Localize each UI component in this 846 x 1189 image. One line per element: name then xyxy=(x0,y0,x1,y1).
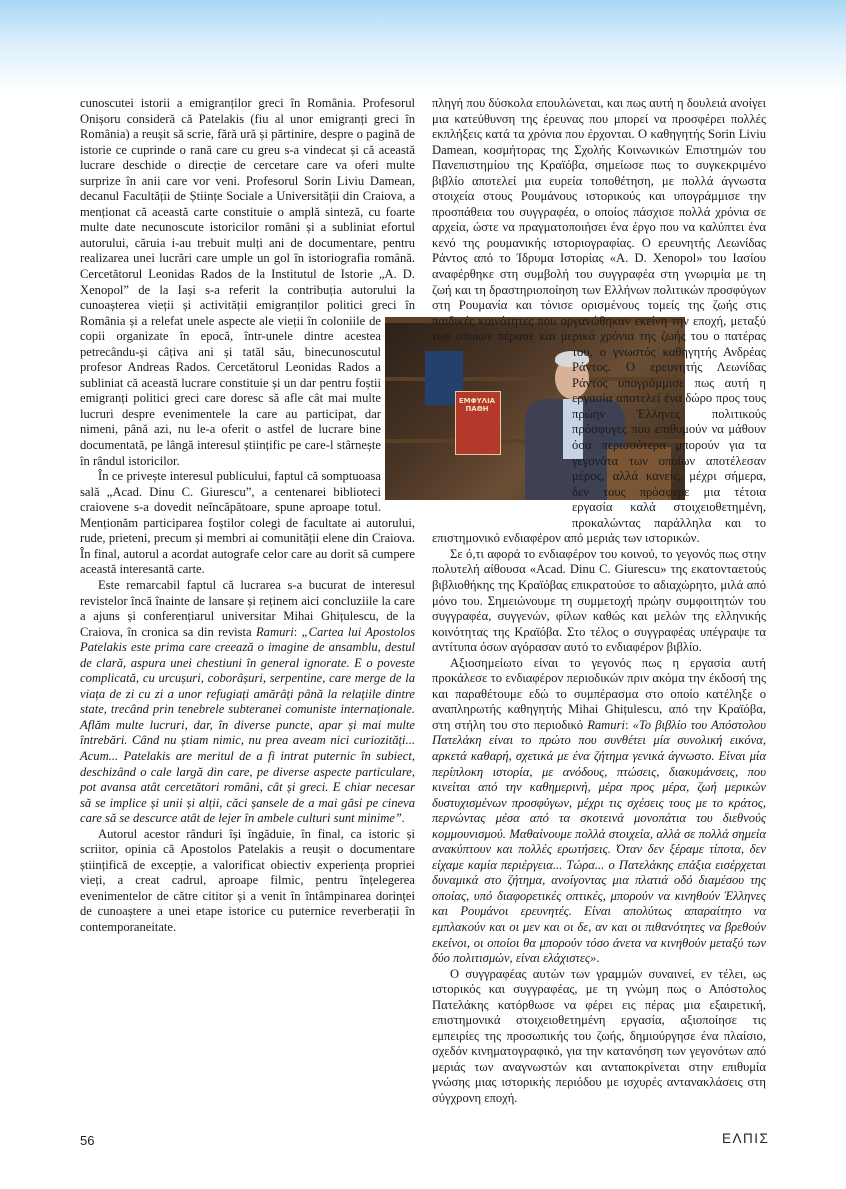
paragraph: πληγή που δύσκολα επουλώνεται, και πως αυτή η δουλειά ανοίγει μια κατεύθυνση της έρευνας που μπορεί να προσφέρει πολλές εκπλήξεις κατά τα χρόνια που έρχονται. Ο καθηγητής Sorin Liviu Damean, κοσμήτορας της Σχολής Κοινωνικών Επιστημών του Πανεπιστημίου της Κραϊόβα, σημείωσε πως το συγκεκριμένο βιβλίο αποτελεί μια ευρεία τοποθέτηση, με πολλά άγνωστα στοιχεία στους Ρουμάνους ιστορικούς και υπογράμμισε την προσπάθεια του συγγραφέα, ο οποίος πάσχισε πολλά χρόνια σε αρχεία, ώστε να πραγματοποιήσει ένα έργο που να καλύπτει ένα κενό της ρουμανικής ιστοριογραφίας. Ο ερευνητής Λεωνίδας Ράντος από το Ίδρυμα Ιστορίας «A. D. Xenopol» του Ιασίου αναφέρθηκε στη συμβολή του συγγραφέα στη γνωριμία με τη ζωή και τη δραστηριοποίηση των Ελλήνων πολιτικών προσφύγων στη Ρουμανία και τόνισε ορισμένους τομείς της ζωής στις παιδικές κοινότητες που οργανώθηκαν εκείνη την εποχή, μεταξύ των οποίων πέρασε και μερικά χρόνια της ζωής του ο πατέρας του, ο γνωστός καθηγητής Ανδρέας Ράντος. Ο ερευνητής Λεωνίδας Ράντος υπογράμμισε πως αυτή η εργασία αποτελεί ένα δώρο προς τους πρώην Έλληνες πολιτικούς πρόσφυγες που επιθυμούν να μάθουν όσα περισσότερα μπορούν για τα γεγονότα των οποίων αποτέλεσαν μέρος, αλλά κανείς, μέχρι σήμερα, δεν τους πρόσφερε μια τέτοια εργασία καλά στοιχειοθετημένη, προκαλώντας παράλληλα και το επιστημονικό ενδιαφέρον από μεριάς των ιστορικών. xyxy=(432,96,766,546)
paragraph: Ο συγγραφέας αυτών των γραμμών συναινεί, εν τέλει, ως ιστορικός και συγγραφέας, με τη γνώμη πως ο Απόστολος Πατελάκης κατόρθωσε να φέρει εις πέρας μια εξαιρετική, επιστημονικά στοιχειοθετημένη εργασία, αξιοποίησε τις εμπειρίες της προσωπικής του ζωής, δημιούργησε ένα πλαίσιο, σχεδόν κινηματογραφικό, για την κατανόηση των γεγονότων από μεριάς των αναγνωστών και ανταποκρίνεται στην επιθυμία γνώσης μιας ιστορικής περιόδου με ισχυρές αντανακλάσεις στη σύγχρονη εποχή. xyxy=(432,966,766,1105)
left-column-romanian xyxy=(80,96,496,936)
paragraph-text: a relefat unele aspecte ale vieții în coloniile de copii organizate în epocă, într-unele dintre acestea petrecându-și câțiva ani și tatăl său, binecunoscutul profesor Andreas Rados. Cercetătorul Leonidas Rados a subliniat că această lucrare constituie și un dar pentru foștii emigranți politici greci care doresc să afle cât mai multe lucruri despre evenimentele la care au participat, dar nimeni, până azi, nu le-a oferit o astfel de lucrare bine documentată, pe lângă interesul științific pe care-l stârnește în rândul istoricilor. xyxy=(80,313,381,468)
quotation: «Το βιβλίο του Απόστολου Πατελάκη είναι το πρώτο που συνθέτει μία συνολική εικόνα, αρκετά καθαρή, σχετικά με ένα ζήτημα γενικά άγνωστο. Είναι μία περίπλοκη ιστορία, με ανόδους, πτώσεις, διακυμάνσεις, που κινείται από την καθημερινή, μέρα προς μέρα, ζωή μερικών δυστυχισμένων προσφύγων, μέχρι τις σχέσεις τους με το κράτος, περνώντας μέσα από τα σκοτεινά μονοπάτια του διεθνούς κομμουνισμού. Μαθαίνουμε πολλά στοιχεία, αλλά σε πολλά σημεία ανακύπτουν και πολλές ερωτήσεις. Όταν δεν ξέραμε τίποτα, δεν είχαμε καμία περιέργεια... Τώρα... ο Πατελάκης επάξια εισέρχεται δυναμικά στο ζήτημα, ανοίγοντας μια πλατιά οδό διαμέσου της οποίας, υπό διαφορετικές οπτικές, μπορούν να κινηθούν Έλληνες και Ρουμάνοι ερευνητές. Είναι απολύτως απαραίτητο να εμπλακούν και οι μεν και οι δε, αν και οι πιθανότητες να βρεθούν εκείνοι, οι οποίοι θα μπορούν τόσο άνετα να κινηθούν μεταξύ των δύο πολιτισμών, είναι ελάχιστες» xyxy=(432,717,766,966)
paragraph: În ce privește interesul publicului, faptul că somptuoasa sală „Acad. Dinu C. Giurescu”, a centenarei biblioteci craiovene s-a dovedit neîncăpătoare, spune aproape totul. Menționăm participarea foștilor colegi de facultate ai autorului, rude, prieteni, precum și membri ai comunității elene din Craiova. În final, autorul a acordat autografe celor care au dorit să cumpere această interesantă carte. xyxy=(80,469,415,577)
paragraph: Αξιοσημείωτο είναι το γεγονός πως η εργασία αυτή προκάλεσε το ενδιαφέρον περιοδικών πριν ακόμα την έκδοσή της και παραθέτουμε εδώ το συμπέρασμα στο οποίο κατέληξε ο αναπληρωτής καθηγητής Mihai Ghițulescu, από την Κραϊόβα, στη στήλη του στο περιοδικό Ramuri: «Το βιβλίο του Απόστολου Πατελάκη είναι το πρώτο που συνθέτει μία συνολική εικόνα, αρκετά καθαρή, σχετικά με ένα ζήτημα γενικά άγνωστο. Είναι μία περίπλοκη ιστορία, με ανόδους, πτώσεις, διακυμάνσεις, που κινείται από την καθημερινή, μέρα προς μέρα, ζωή μερικών δυστυχισμένων προσφύγων, μέχρι τις σχέσεις τους με το κράτος, περνώντας μέσα από τα σκοτεινά μονοπάτια του διεθνούς κομμουνισμού. Μαθαίνουμε πολλά στοιχεία, αλλά σε πολλά σημεία ανακύπτουν και πολλές ερωτήσεις. Όταν δεν ξέραμε τίποτα, δεν είχαμε καμία περιέργεια... Τώρα... ο Πατελάκης επάξια εισέρχεται δυναμικά στο ζήτημα, ανοίγοντας μια πλατιά οδό διαμέσου της οποίας, υπό διαφορετικές οπτικές, μπορούν να κινηθούν Έλληνες και Ρουμάνοι ερευνητές. Είναι απολύτως απαραίτητο να εμπλακούν και οι μεν και οι δε, αν και οι πιθανότητες να βρεθούν εκείνοι, οι οποίοι θα μπορούν τόσο άνετα να κινηθούν μεταξύ των δύο πολιτισμών, είναι ελάχιστες». xyxy=(432,655,766,966)
magazine-name: ΕΛΠΙΣ xyxy=(722,1131,770,1146)
paragraph: Σε ό,τι αφορά το ενδιαφέρον του κοινού, το γεγονός πως στην πολυτελή αίθουσα «Acad. Dinu C. Giurescu» της εκατονταετούς βιβλιοθήκης της Κραϊόβας επικρατούσε το αδιαχώρητο, μιλά από μόνο του. Σημειώνουμε τη συμμετοχή πρώην συμφοιτητών του συγγραφέα, συγγενών, φίλων καθώς και μελών της ελληνικής κοινότητας της Κραϊόβα. Στο τέλος ο συγγραφέας υπέγραψε τα αντίτυπα όσων αγόρασαν αυτό το ενδιαφέρον βιβλίο. xyxy=(432,546,766,655)
quotation: „Cartea lui Apostolos Patelakis este prima care creează o imagine de ansamblu, destul de clară, aspura unei chestiuni în general ignorate. E o poveste complicată, cu urcușuri, coborâșuri, serpentine, care merge de la viața de zi cu zi a unor refugiați amărâți până la relațiile dintre state, trecând prin tenebrele subteranei comuniste internaționale. Aflăm multe lucruri, dar, în diverse puncte, apar și mai multe întrebări. Când nu știam nimic, nu prea aveam nici curiozități... Acum... Patelakis are meritul de a fi intrat puternic în subiect, deschizând o cale largă din care, pe diverse aspecte particulare, pot avansa atât cercetători români, cât și greci. E chiar necesar să se implice și unii și alții, căci șansele de a mai găsi pe cineva care să se descurce atât de lejer în ambele culturi sunt minime”. xyxy=(80,624,415,826)
journal-name: Ramuri xyxy=(587,717,625,732)
book-title: ΕΜΦΥΛΙΑ ΠΑΘΗ xyxy=(458,396,496,413)
paragraph: Autorul acestor rânduri își îngăduie, în final, ca istoric și scriitor, opinia că Apostolos Patelakis a reușit o documentare științifică de excepție, a valorificat obiectiv experiența propriei vieți, a creat cadrul, aproape filmic, pentru înțelegerea evenimentelor de către cititor și a venit în întâmpinarea dorinței de cunoaștere a unei etape istorice cu puternice reverberații în contemporaneitate. xyxy=(80,826,415,934)
paragraph-text: cunoscutei istorii a emigranților greci în România. Profesorul Onișoru consideră că Patelakis (fiu al unor emigranți greci în România) a reușit să scrie, fără ură și părtinire, despre o pagină de istorie ce cuprinde o rană care cu greu s-a vindecat și că această lucrare deschide o direcție de cercetare care va oferi multe surprize în anii care vor veni. Profesorul Sorin Liviu Damean, decanul Facultății de Științe Sociale a Universității din Craiova, a menționat că această carte constituie o amplă sinteză, cu foarte multe date necunoscute istoricilor români și a subliniat efortul autorului, căruia i-au trebuit mulți ani de documentare, pentru realizarea unei lucrări care umple un gol în istoriografia română. Cercetătorul Leonidas Rados de la Institutul de Istorie „A. D. Xenopol” de la Iași s-a referit la contribuția autorului la cunoașterea vieții și activității emigranților politici greci în România și xyxy=(80,96,415,328)
journal-name: Ramuri xyxy=(255,624,294,639)
header-gradient-band xyxy=(0,0,846,92)
paragraph xyxy=(80,96,496,469)
paragraph: Este remarcabil faptul că lucrarea s-a bucurat de interesul revistelor încă înainte de lansare și reținem aici concluziile la care a ajuns și conferențiarul universitar Mihai Ghițulescu, de la Craiova, în cronica sa din revista Ramuri: „Cartea lui Apostolos Patelakis este prima care creează o imagine de ansamblu, destul de clară, aspura unei chestiuni în general ignorate. E o poveste complicată, cu urcușuri, coborâșuri, serpentine, care merge de la viața de zi cu zi a unor refugiați amărâți până la relațiile dintre state, trecând prin tenebrele subteranei comuniste internaționale. Aflăm multe lucruri, dar, în diverse puncte, apar și mai multe întrebări. Când nu știam nimic, nu prea aveam nici curiozități... Acum... Patelakis are meritul de a fi intrat puternic în subiect, deschizând o cale largă din care, pe diverse aspecte particulare, pot avansa atât cercetători români, cât și greci. E chiar necesar să se implice și unii și alții, căci șansele de a mai găsi pe cineva care să se descurce atât de lejer în ambele culturi sunt minime”. xyxy=(80,577,415,826)
right-column-greek xyxy=(432,96,766,1107)
page-number: 56 xyxy=(80,1133,95,1148)
